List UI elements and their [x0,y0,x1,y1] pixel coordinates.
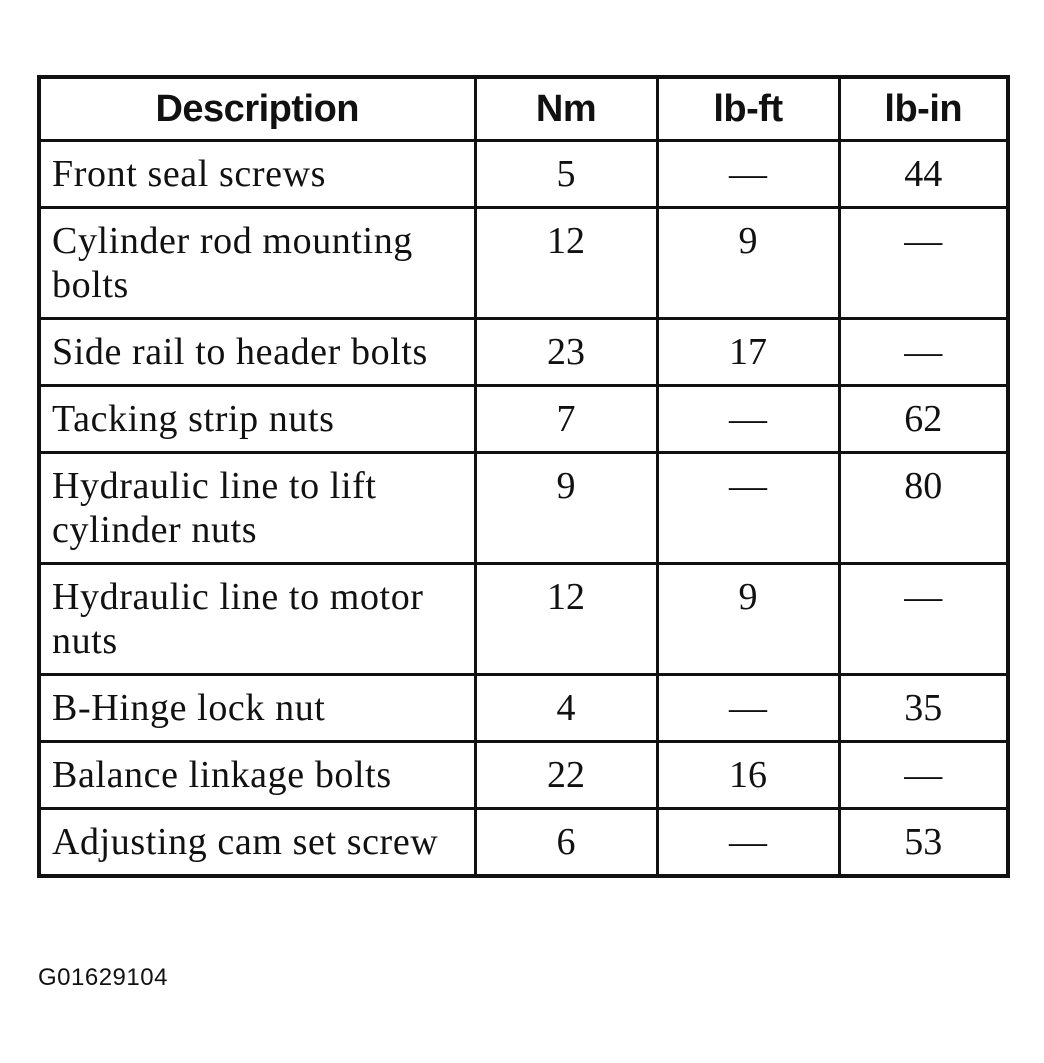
cell-lb-ft: — [657,453,839,564]
cell-lb-ft: — [657,141,839,208]
cell-description: Front seal screws [39,141,475,208]
cell-lb-in: 62 [839,386,1008,453]
cell-nm: 4 [475,675,657,742]
table-row [39,453,1008,564]
cell-lb-in: — [839,319,1008,386]
cell-description: Balance linkage bolts [39,742,475,809]
cell-description: Cylinder rod mounting bolts [39,208,475,319]
cell-nm: 9 [475,453,657,564]
cell-nm: 12 [475,564,657,675]
cell-lb-ft: 9 [657,208,839,319]
table-row [39,564,1008,675]
cell-description: Side rail to header bolts [39,319,475,386]
cell-lb-ft: 17 [657,319,839,386]
table-row [39,386,1008,453]
table-row [39,141,1008,208]
cell-description: B-Hinge lock nut [39,675,475,742]
table-row [39,319,1008,386]
cell-nm: 22 [475,742,657,809]
cell-lb-in: — [839,564,1008,675]
cell-lb-in: 44 [839,141,1008,208]
header-lb-ft: lb-ft [657,77,839,141]
cell-lb-ft: — [657,675,839,742]
cell-lb-in: 53 [839,809,1008,877]
torque-spec-table [37,75,1010,878]
cell-nm: 6 [475,809,657,877]
cell-description: Tacking strip nuts [39,386,475,453]
cell-nm: 7 [475,386,657,453]
header-lb-in: lb-in [839,77,1008,141]
table-row [39,809,1008,877]
header-nm: Nm [475,77,657,141]
cell-lb-in: 80 [839,453,1008,564]
cell-nm: 5 [475,141,657,208]
cell-lb-in: — [839,742,1008,809]
cell-nm: 12 [475,208,657,319]
table-row [39,675,1008,742]
cell-lb-ft: — [657,386,839,453]
cell-description: Hydraulic line to lift cylinder nuts [39,453,475,564]
cell-lb-ft: — [657,809,839,877]
figure-id: G01629104 [38,964,168,991]
cell-description: Hydraulic line to motor nuts [39,564,475,675]
table-header-row [39,77,1008,141]
cell-lb-ft: 16 [657,742,839,809]
cell-description: Adjusting cam set screw [39,809,475,877]
cell-lb-in: — [839,208,1008,319]
header-description: Description [39,77,475,141]
table-row [39,208,1008,319]
cell-nm: 23 [475,319,657,386]
cell-lb-in: 35 [839,675,1008,742]
table-row [39,742,1008,809]
cell-lb-ft: 9 [657,564,839,675]
